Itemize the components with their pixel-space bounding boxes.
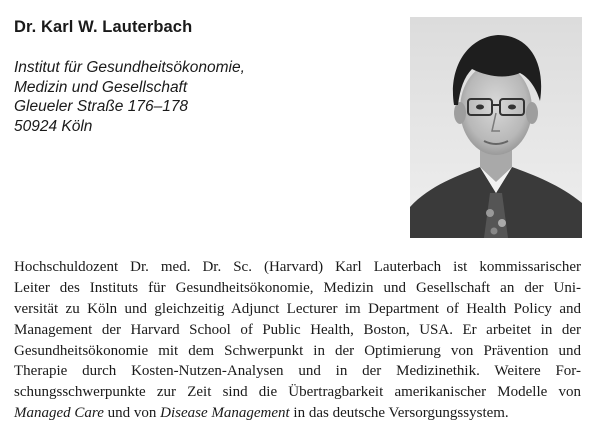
address-line-institute: Institut für Gesundheitsökonomie, <box>14 59 245 76</box>
disease-management-term: Disease Management <box>160 405 290 422</box>
portrait-photo <box>410 17 582 238</box>
address-line-city: 50924 Köln <box>14 117 93 135</box>
managed-care-term: Managed Care <box>14 405 104 422</box>
bio-line-last <box>14 403 581 424</box>
bio-text-fragment: in das deutsche Versorgungssystem. <box>289 405 509 422</box>
bio-line: versität zu Köln und gleichzeitig Adjunct Lecturer im Department of Health Policy and <box>14 300 581 317</box>
address-line-street: Gleueler Straße 176–178 <box>14 98 189 115</box>
person-name: Dr. Karl W. Lauterbach <box>14 18 193 36</box>
bio-line: Leiter des Instituts für Gesundheitsökonomie, Medizin und Gesellschaft an der Uni- <box>14 279 581 296</box>
address-line-department: Medizin und Gesellschaft <box>14 78 188 96</box>
bio-line: Therapie durch Kosten-Nutzen-Analysen und in der Medizinethik. Weitere For- <box>14 363 581 380</box>
bio-line: Management der Harvard School of Public Health, Boston, USA. Er arbeitet in der <box>14 321 581 338</box>
institute-address <box>14 58 245 136</box>
bio-text-fragment: und von <box>103 405 161 422</box>
biography-paragraph <box>14 257 581 424</box>
bio-line: Hochschuldozent Dr. med. Dr. Sc. (Harvard) Karl Lauterbach ist kommissarischer <box>14 259 581 275</box>
bio-line: Gesundheitsökonomie mit dem Schwerpunkt in der Optimierung von Prävention und <box>14 342 581 359</box>
bio-line: schungsschwerpunkte zur Zeit sind die Übertragbarkeit amerikanischer Modelle von <box>14 384 581 401</box>
